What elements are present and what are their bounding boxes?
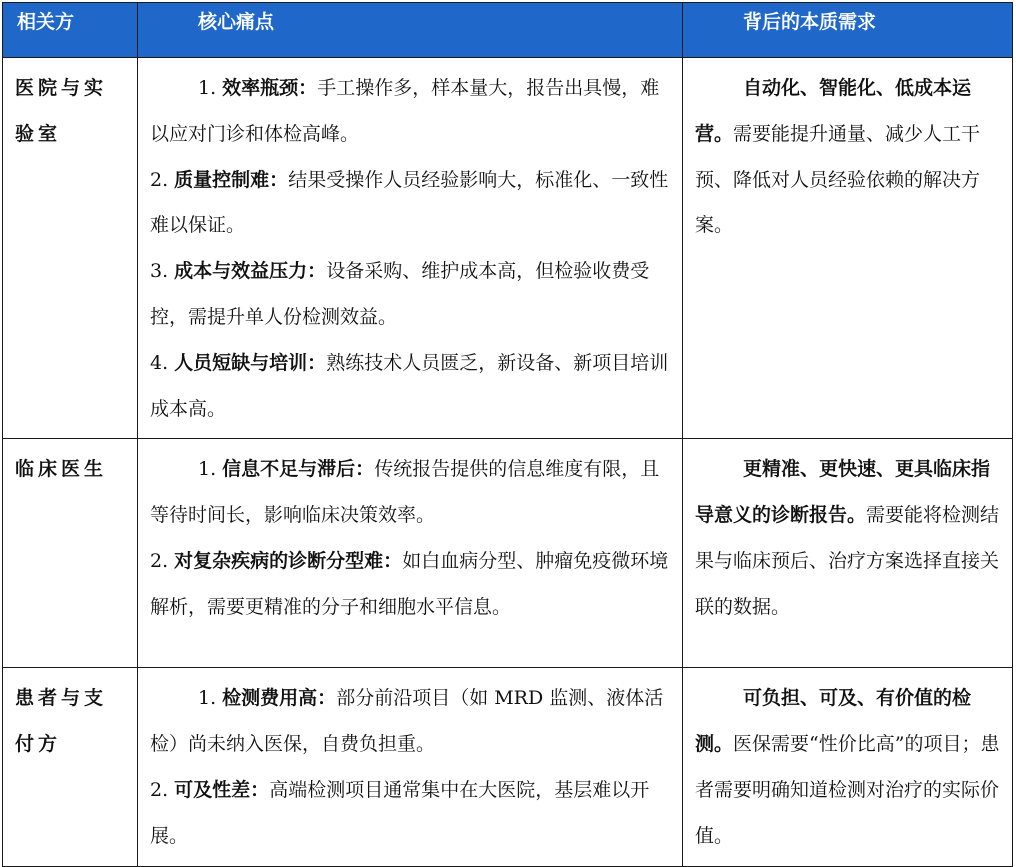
pain-point xyxy=(150,341,670,433)
pain-point xyxy=(150,539,670,631)
need-title: 更精准、更快速、更具临床指导意义的诊断报告。 xyxy=(695,458,991,527)
pain-point-number: 1. xyxy=(198,458,223,481)
essential-need-cell xyxy=(683,439,1013,668)
pain-point-title: 可及性差： xyxy=(174,778,270,801)
pain-point-text: 结果受操作人员经验影响大，标准化、一致性难以保证。 xyxy=(150,168,669,237)
essential-need-cell xyxy=(683,58,1013,439)
need-title: 可负担、可及、有价值的检测。 xyxy=(695,687,972,756)
need-title: 自动化、智能化、低成本运营。 xyxy=(695,77,972,145)
pain-points-cell xyxy=(138,668,683,866)
need-text: 需要能提升通量、减少人工干预、降低对人员经验依赖的解决方案。 xyxy=(695,122,981,237)
need-text: 需要能将检测结果与临床预后、治疗方案选择直接关联的数据。 xyxy=(695,504,1000,618)
essential-need-cell xyxy=(683,668,1013,866)
pain-point xyxy=(150,676,670,768)
pain-point-text: 如白血病分型、肿瘤免疫微环境解析，需要更精准的分子和细胞水平信息。 xyxy=(150,549,669,618)
pain-point-text: 部分前沿项目（如 MRD 监测、液体活检）尚未纳入医保，自费负担重。 xyxy=(150,687,664,756)
pain-point-text: 传统报告提供的信息维度有限，且等待时间长，影响临床决策效率。 xyxy=(150,458,660,527)
pain-point-title: 检测费用高： xyxy=(222,687,337,710)
pain-point-text: 手工操作多，样本量大，报告出具慢，难以应对门诊和体检高峰。 xyxy=(150,77,660,145)
table-row xyxy=(3,439,1013,668)
pain-point-title: 效率瓶颈： xyxy=(222,77,318,99)
pain-point xyxy=(150,158,670,250)
pain-point-text: 熟练技术人员匮乏，新设备、新项目培训成本高。 xyxy=(150,351,669,420)
table-row xyxy=(3,668,1013,866)
pain-point-title: 信息不足与滞后： xyxy=(222,458,375,481)
table-row xyxy=(3,58,1013,439)
pain-point-number: 2. xyxy=(150,549,175,572)
pain-point-title: 质量控制难： xyxy=(174,168,289,191)
pain-point-number: 1. xyxy=(198,687,223,710)
stakeholder-cell: 医院与实验室 xyxy=(3,58,138,439)
pain-point-title: 对复杂疾病的诊断分型难： xyxy=(174,549,403,572)
essential-need xyxy=(695,447,1000,630)
pain-point-number: 2. xyxy=(150,168,175,191)
stakeholder-cell: 临床医生 xyxy=(3,439,138,668)
pain-point-number: 4. xyxy=(150,351,175,374)
pain-points-cell xyxy=(138,58,683,439)
pain-point-text: 高端检测项目通常集中在大医院，基层难以开展。 xyxy=(150,778,650,847)
pain-point-number: 3. xyxy=(150,260,175,283)
header-essential-needs: 背后的本质需求 xyxy=(683,3,1013,58)
pain-point xyxy=(150,249,670,341)
header-pain-points: 核心痛点 xyxy=(138,3,683,58)
header-row xyxy=(3,3,1013,58)
header-stakeholder: 相关方 xyxy=(3,3,138,58)
pain-point-number: 2. xyxy=(150,778,175,801)
pain-point xyxy=(150,66,670,158)
pain-point-number: 1. xyxy=(198,77,223,99)
need-text: 医保需要“性价比高”的项目；患者需要明确知道检测对治疗的实际价值。 xyxy=(695,733,1000,847)
essential-need xyxy=(695,66,1000,249)
pain-point-title: 成本与效益压力： xyxy=(174,260,327,283)
pain-point xyxy=(150,768,670,860)
stakeholder-cell: 患者与支付方 xyxy=(3,668,138,866)
stakeholder-table xyxy=(2,2,1013,867)
pain-point-title: 人员短缺与培训： xyxy=(174,351,327,374)
pain-points-cell xyxy=(138,439,683,668)
essential-need xyxy=(695,676,1000,859)
pain-point-text: 设备采购、维护成本高，但检验收费受控，需提升单人份检测效益。 xyxy=(150,260,650,328)
pain-point xyxy=(150,447,670,539)
